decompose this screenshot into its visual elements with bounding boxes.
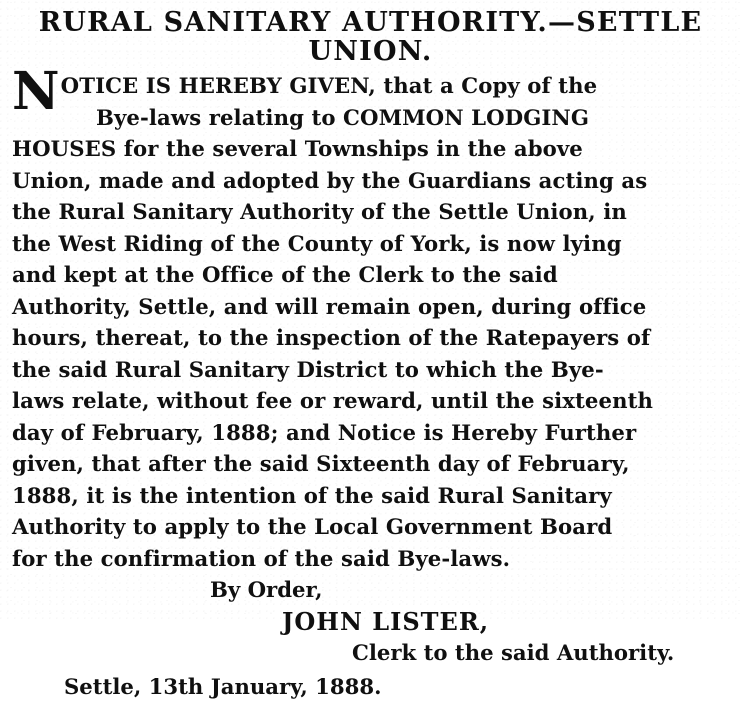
by-order-line: By Order, [210, 577, 323, 603]
body-line: Authority to apply to the Local Government Board [12, 514, 613, 540]
body-line: HOUSES for the several Townships in the above [12, 136, 583, 162]
body-line: and kept at the Office of the Clerk to the said [12, 262, 558, 288]
notice-body [12, 61, 729, 574]
body-line: laws relate, without fee or reward, until the sixteenth [12, 388, 653, 414]
signer-title: Clerk to the said Authority. [352, 640, 675, 666]
body-line: the West Riding of the County of York, is now lying [12, 230, 622, 256]
drop-cap: N [12, 61, 60, 123]
page-title-line1: RURAL SANITARY AUTHORITY.—SETTLE [38, 7, 703, 38]
place-and-date: Settle, 13th January, 1888. [64, 673, 382, 699]
body-line: Union, made and adopted by the Guardians acting as [12, 167, 648, 193]
body-line: 1888, it is the intention of the said Rural Sanitary [12, 482, 612, 508]
body-line: Bye-laws relating to COMMON LODGING [96, 104, 590, 130]
signature-block [12, 574, 729, 702]
body-line: for the confirmation of the said Bye-laws. [12, 545, 511, 571]
body-line: day of February, 1888; and Notice is Hereby Further [12, 419, 637, 445]
body-line: hours, thereat, to the inspection of the Ratepayers of [12, 325, 651, 351]
signer-name: JOHN LISTER, [282, 606, 490, 636]
body-line: given, that after the said Sixteenth day of February, [12, 451, 630, 477]
body-line: the Rural Sanitary Authority of the Settle Union, in [12, 199, 627, 225]
body-line: Authority, Settle, and will remain open, during office [12, 293, 647, 319]
body-line: OTICE IS HEREBY GIVEN, that a Copy of the [60, 73, 598, 99]
body-line: the said Rural Sanitary District to which the Bye- [12, 356, 604, 382]
page-title-line2: UNION. [308, 36, 433, 68]
